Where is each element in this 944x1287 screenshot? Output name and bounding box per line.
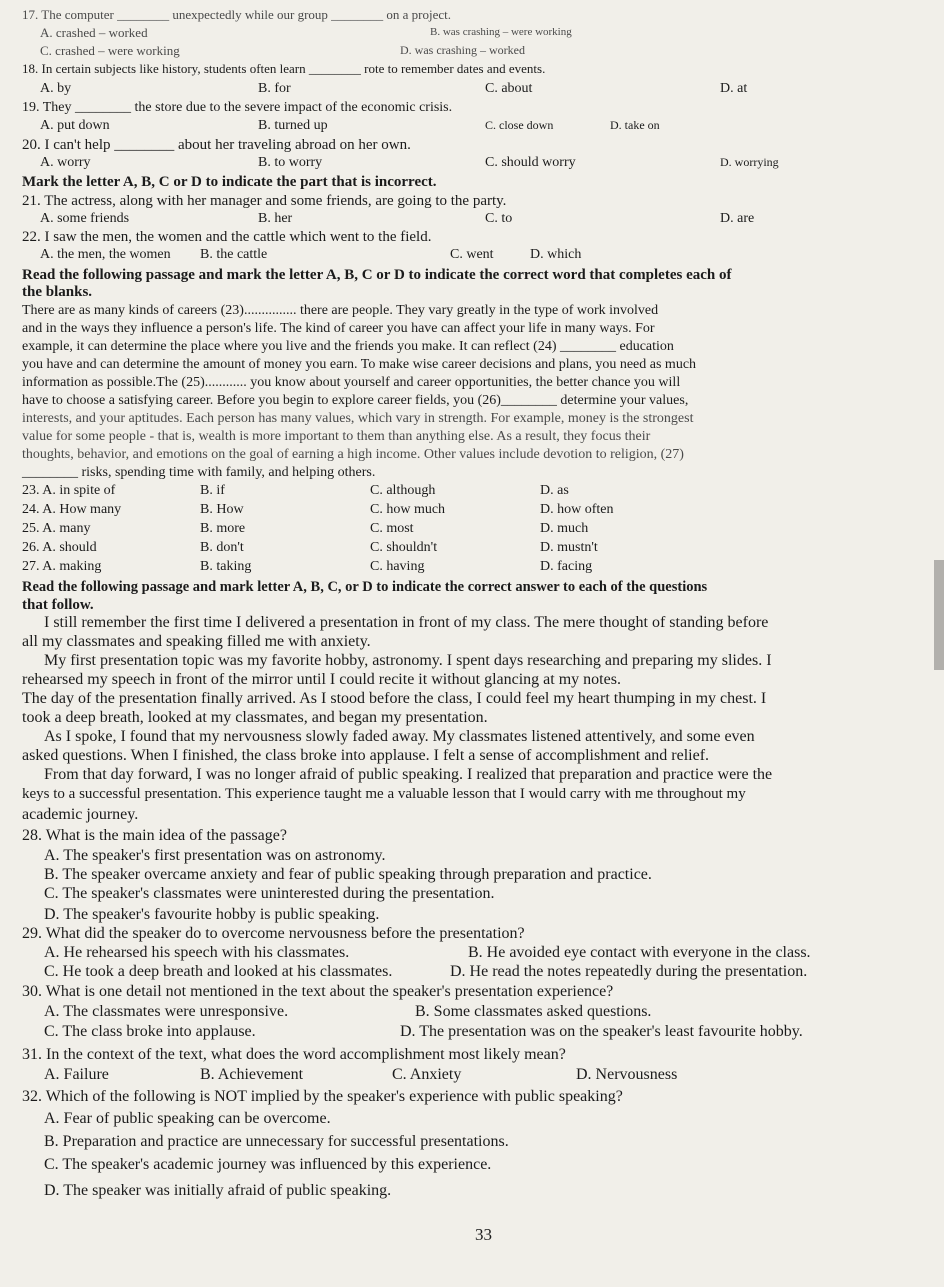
question-22-stem: 22. I saw the men, the women and the cattle which went to the field. [22, 229, 432, 245]
q26-option-b: B. don't [200, 540, 244, 555]
q26-option-d: D. mustn't [540, 540, 598, 555]
q24-option-a: 24. A. How many [22, 502, 122, 517]
passage-1-line: and in the ways they influence a person's life. The kind of career you have can affect your life in many ways. For [22, 321, 655, 336]
q21-option-d: D. are [720, 211, 755, 226]
question-31-stem: 31. In the context of the text, what does the word accomplishment most likely mean? [22, 1046, 566, 1063]
q31-option-a: A. Failure [44, 1066, 109, 1083]
passage-2-line: I still remember the first time I delivered a presentation in front of my class. The mere thought of standing before [44, 614, 769, 631]
passage-1-line: value for some people - that is, wealth is more important to them than anything else. As a result, they focus their [22, 429, 651, 444]
q27-option-a: 27. A. making [22, 559, 102, 574]
q18-option-b: B. for [258, 81, 291, 96]
passage-1-line: have to choose a satisfying career. Before you begin to explore career fields, you (26)________ determine your values, [22, 393, 689, 408]
passage-1-line: you have and can determine the amount of money you earn. To make wise career decisions and plans, you need as much [22, 357, 697, 372]
passage-2-line: asked questions. When I finished, the class broke into applause. I felt a sense of accomplishment and relief. [22, 747, 710, 764]
q27-option-c: C. having [370, 559, 425, 574]
q29-option-a: A. He rehearsed his speech with his classmates. [44, 944, 350, 961]
q20-option-a: A. worry [40, 155, 91, 170]
passage-2-line: rehearsed my speech in front of the mirror until I could recite it without glancing at my notes. [22, 671, 621, 688]
q23-option-a: 23. A. in spite of [22, 483, 116, 498]
q30-option-b: B. Some classmates asked questions. [415, 1003, 652, 1020]
q32-option-d: D. The speaker was initially afraid of public speaking. [44, 1182, 392, 1199]
passage-2-line: As I spoke, I found that my nervousness slowly faded away. My classmates listened attentively, and some even [44, 728, 755, 745]
q23-option-c: C. although [370, 483, 436, 498]
q25-option-d: D. much [540, 521, 589, 536]
q30-option-c: C. The class broke into applause. [44, 1023, 256, 1040]
q24-option-d: D. how often [540, 502, 614, 517]
question-20-stem: 20. I can't help ________ about her traveling abroad on her own. [22, 137, 411, 153]
q26-option-a: 26. A. should [22, 540, 97, 555]
q19-option-c: C. close down [485, 118, 554, 132]
question-21-stem: 21. The actress, along with her manager and some friends, are going to the party. [22, 193, 507, 209]
q19-option-d: D. take on [610, 118, 660, 132]
passage-1-line: There are as many kinds of careers (23)............... there are people. They vary greatly in the type of work involved [22, 303, 659, 318]
q17-option-d: D. was crashing – worked [400, 43, 525, 57]
q18-option-d: D. at [720, 81, 748, 96]
passage-2-line: all my classmates and speaking filled me with anxiety. [22, 633, 371, 650]
q27-option-d: D. facing [540, 559, 593, 574]
q26-option-c: C. shouldn't [370, 540, 438, 555]
q22-option-d: D. which [530, 247, 582, 262]
passage-2-line: took a deep breath, looked at my classmates, and began my presentation. [22, 709, 488, 726]
q24-option-c: C. how much [370, 502, 446, 517]
q31-option-c: C. Anxiety [392, 1066, 462, 1083]
q29-option-c: C. He took a deep breath and looked at his classmates. [44, 963, 393, 980]
q25-option-c: C. most [370, 521, 414, 536]
q21-option-b: B. her [258, 211, 293, 226]
page-edge-shadow [934, 560, 944, 670]
q28-option-a: A. The speaker's first presentation was on astronomy. [44, 847, 386, 864]
q25-option-b: B. more [200, 521, 246, 536]
passage-2-line: From that day forward, I was no longer afraid of public speaking. I realized that preparation and practice were the [44, 766, 773, 783]
q31-option-d: D. Nervousness [576, 1066, 678, 1083]
q20-option-c: C. should worry [485, 155, 576, 170]
passage-2-line: My first presentation topic was my favorite hobby, astronomy. I spent days researching and preparing my slides. I [44, 652, 772, 669]
q20-option-b: B. to worry [258, 155, 323, 170]
q32-option-a: A. Fear of public speaking can be overcome. [44, 1110, 331, 1127]
question-32-stem: 32. Which of the following is NOT implied by the speaker's experience with public speaking? [22, 1088, 623, 1105]
q23-option-b: B. if [200, 483, 225, 498]
section-4-heading-cont: that follow. [22, 597, 94, 613]
passage-1-line: interests, and your aptitudes. Each person has many values, which vary in strength. For example, money is the strongest [22, 411, 694, 426]
passage-2-line: keys to a successful presentation. This experience taught me a valuable lesson that I would carry with me throughout my [22, 786, 746, 802]
section-3-heading: Read the following passage and mark the letter A, B, C or D to indicate the correct word that completes each of [22, 267, 732, 283]
q27-option-b: B. taking [200, 559, 252, 574]
q29-option-d: D. He read the notes repeatedly during the presentation. [450, 963, 808, 980]
passage-1-line: information as possible.The (25)............ you know about yourself and career opportunities, the better chance you will [22, 375, 681, 390]
q23-option-d: D. as [540, 483, 569, 498]
q18-option-a: A. by [40, 81, 72, 96]
page-number: 33 [475, 1225, 492, 1244]
passage-2-line: academic journey. [22, 806, 139, 823]
q28-option-b: B. The speaker overcame anxiety and fear of public speaking through preparation and practice. [44, 866, 652, 883]
passage-1-line: ________ risks, spending time with family, and helping others. [22, 465, 376, 480]
question-28-stem: 28. What is the main idea of the passage? [22, 827, 287, 844]
q28-option-d: D. The speaker's favourite hobby is public speaking. [44, 906, 380, 923]
passage-1-line: thoughts, behavior, and emotions on the goal of earning a high income. Other values include devotion to religion, (27) [22, 447, 684, 462]
question-17-stem: 17. The computer ________ unexpectedly while our group ________ on a project. [22, 7, 452, 22]
q17-option-c: C. crashed – were working [40, 43, 180, 58]
section-2-heading: Mark the letter A, B, C or D to indicate the part that is incorrect. [22, 174, 437, 190]
q21-option-c: C. to [485, 211, 513, 226]
q31-option-b: B. Achievement [200, 1066, 304, 1083]
passage-2-line: The day of the presentation finally arrived. As I stood before the class, I could feel my heart thumping in my chest. I [22, 690, 767, 707]
q18-option-c: C. about [485, 81, 533, 96]
q28-option-c: C. The speaker's classmates were uninterested during the presentation. [44, 885, 495, 902]
section-3-heading-cont: the blanks. [22, 284, 93, 300]
question-30-stem: 30. What is one detail not mentioned in the text about the speaker's presentation experience? [22, 983, 614, 1000]
q25-option-a: 25. A. many [22, 521, 91, 536]
q29-option-b: B. He avoided eye contact with everyone in the class. [468, 944, 811, 961]
q30-option-d: D. The presentation was on the speaker's least favourite hobby. [400, 1023, 803, 1040]
q20-option-d: D. worrying [720, 155, 779, 169]
q24-option-b: B. How [200, 502, 244, 517]
q19-option-b: B. turned up [258, 118, 328, 133]
q22-option-a: A. the men, the women [40, 247, 171, 262]
q30-option-a: A. The classmates were unresponsive. [44, 1003, 289, 1020]
q19-option-a: A. put down [40, 118, 110, 133]
passage-1-line: example, it can determine the place where you live and the friends you make. It can reflect (24) ________ education [22, 339, 674, 354]
q32-option-b: B. Preparation and practice are unnecessary for successful presentations. [44, 1133, 509, 1150]
q32-option-c: C. The speaker's academic journey was influenced by this experience. [44, 1156, 492, 1173]
question-29-stem: 29. What did the speaker do to overcome nervousness before the presentation? [22, 925, 525, 942]
q22-option-c: C. went [450, 247, 494, 262]
question-18-stem: 18. In certain subjects like history, students often learn ________ rote to remember dates and events. [22, 61, 546, 76]
q21-option-a: A. some friends [40, 211, 130, 226]
q22-option-b: B. the cattle [200, 247, 268, 262]
section-4-heading: Read the following passage and mark letter A, B, C, or D to indicate the correct answer to each of the questions [22, 579, 708, 595]
question-19-stem: 19. They ________ the store due to the severe impact of the economic crisis. [22, 100, 453, 115]
q17-option-a: A. crashed – worked [40, 25, 148, 40]
q17-option-b: B. was crashing – were working [430, 26, 572, 38]
